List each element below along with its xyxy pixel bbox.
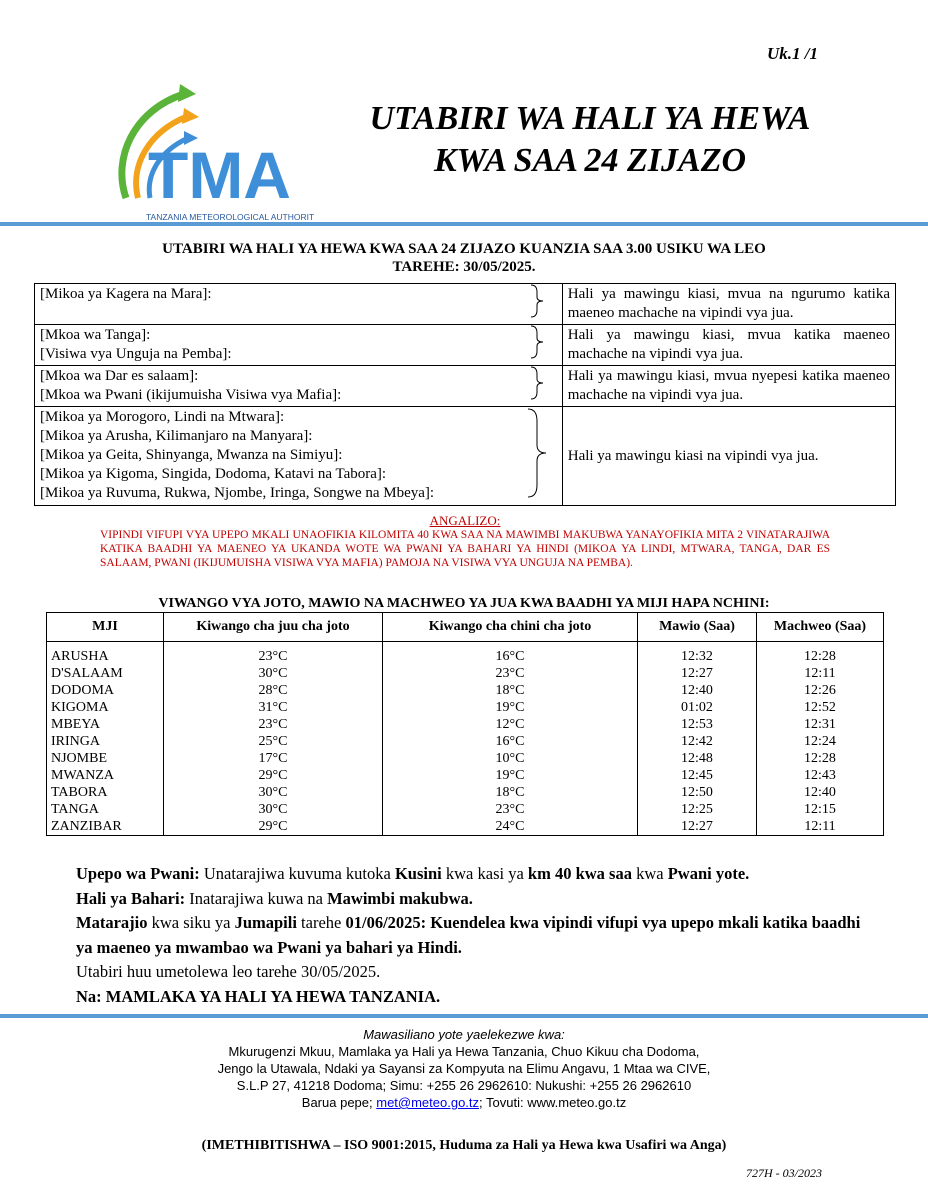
- column-header: Kiwango cha juu cha joto: [164, 613, 383, 642]
- logo-text: TMA: [148, 138, 291, 212]
- table-row: TANGA 30°C 23°C 12:25 12:15: [47, 801, 884, 818]
- region-forecast: Hali ya mawingu kiasi, mvua na ngurumo katika maeneo machache na vipindi vya jua.: [562, 284, 895, 325]
- temperature-table: [46, 612, 884, 836]
- subheading-line2: TAREHE: 30/05/2025.: [392, 259, 536, 275]
- region-forecast: Hali ya mawingu kiasi, mvua katika maeneo machache na vipindi vya jua.: [562, 325, 895, 366]
- warning-title: ANGALIZO:: [429, 513, 501, 528]
- region-row: [35, 284, 896, 325]
- contact-line: Jengo la Utawala, Ndaki ya Sayansi za Kompyuta na Elimu Angavu, 1 Mtaa wa CIVE,: [217, 1061, 711, 1076]
- column-header: Kiwango cha chini cha joto: [383, 613, 638, 642]
- brace-icon: [513, 325, 562, 366]
- sea-state-note: Hali ya Bahari: Inatarajiwa kuwa na Mawimbi makubwa.: [76, 888, 473, 908]
- footer-divider: [0, 1014, 928, 1018]
- region-areas: [Mikoa ya Kagera na Mara]:: [35, 284, 514, 325]
- warning-text: VIPINDI VIFUPI VYA UPEPO MKALI UNAOFIKIA KILOMITA 40 KWA SAA NA MAWIMBI MAKUBWA YANAYOFIKIA MITA 2 VINATARAJIWA KATIKA BAADHI YA MAENEO YA UKANDA WOTE WA PWANI YA BAHARI YA HINDI (MIKOA YA LINDI, MTWARA, TANGA, DAR ES SALAAM, PWANI (IKIJUMUISHA VISIWA VYA MAFIA) PAMOJA NA VISIWA VYA UNGUJA NA PEMBA).: [100, 529, 830, 569]
- table-row: ZANZIBAR 29°C 24°C 12:27 12:11: [47, 818, 884, 836]
- region-forecast: Hali ya mawingu kiasi na vipindi vya jua.: [562, 407, 895, 506]
- contact-line: Barua pepe; met@meteo.go.tz; Tovuti: www.meteo.go.tz: [301, 1095, 627, 1110]
- tma-logo: [104, 80, 314, 230]
- table-row: KIGOMA 31°C 19°C 01:02 12:52: [47, 699, 884, 716]
- column-header: Machweo (Saa): [757, 613, 884, 642]
- region-row: [35, 366, 896, 407]
- coastal-wind-note: Upepo wa Pwani: Unatarajiwa kuvuma kutoka Kusini kwa kasi ya km 40 kwa saa kwa Pwani yote.: [76, 864, 750, 883]
- warning-notice: [100, 514, 830, 570]
- main-title-line2: KWA SAA 24 ZIJAZO: [433, 142, 747, 179]
- header-divider: [0, 222, 928, 226]
- table-row: MBEYA 23°C 12°C 12:53 12:31: [47, 716, 884, 733]
- table-row: IRINGA 25°C 16°C 12:42 12:24: [47, 733, 884, 750]
- signature-note: Na: MAMLAKA YA HALI YA HEWA TANZANIA.: [76, 986, 441, 1006]
- certification-note: (IMETHIBITISHWA – ISO 9001:2015, Huduma za Hali ya Hewa kwa Usafiri wa Anga): [201, 1138, 727, 1153]
- contact-line: S.L.P 27, 41218 Dodoma; Simu: +255 26 2962610: Nukushi: +255 26 2962610: [236, 1078, 692, 1093]
- form-number: 727H - 03/2023: [746, 1166, 822, 1180]
- column-header: Mawio (Saa): [638, 613, 757, 642]
- region-forecast: Hali ya mawingu kiasi, mvua nyepesi katika maeneo machache na vipindi vya jua.: [562, 366, 895, 407]
- forecast-subheading: [0, 240, 928, 276]
- contact-title: Mawasiliano yote yaelekezwe kwa:: [363, 1027, 565, 1042]
- main-title: [330, 98, 850, 182]
- table-row: ARUSHA 23°C 16°C 12:32 12:28: [47, 648, 884, 665]
- brace-icon: [513, 284, 562, 325]
- region-row: [35, 325, 896, 366]
- region-row: [35, 407, 896, 506]
- subheading-line1: UTABIRI WA HALI YA HEWA KWA SAA 24 ZIJAZO KUANZIA SAA 3.00 USIKU WA LEO: [162, 241, 766, 257]
- table-row: DODOMA 28°C 18°C 12:40 12:26: [47, 682, 884, 699]
- email-link[interactable]: met@meteo.go.tz: [376, 1095, 480, 1110]
- main-title-line1: UTABIRI WA HALI YA HEWA: [369, 100, 811, 137]
- table-header-row: [47, 613, 884, 642]
- brace-icon: [513, 366, 562, 407]
- brace-icon: [513, 407, 562, 506]
- contact-line: Mkurugenzi Mkuu, Mamlaka ya Hali ya Hewa Tanzania, Chuo Kikuu cha Dodoma,: [228, 1044, 700, 1059]
- column-header: MJI: [47, 613, 164, 642]
- table-row: NJOMBE 17°C 10°C 12:48 12:28: [47, 750, 884, 767]
- outlook-note: Matarajio kwa siku ya Jumapili tarehe 01/06/2025: Kuendelea kwa vipindi vifupi vya upepo mkali katika baadhi ya maeneo ya mwambao wa Pwani ya bahari ya Hindi.: [76, 913, 861, 957]
- temperature-table-title: VIWANGO VYA JOTO, MAWIO NA MACHWEO YA JUA KWA BAADHI YA MIJI HAPA NCHINI:: [158, 596, 770, 611]
- logo-subtext: TANZANIA METEOROLOGICAL AUTHORITY: [146, 212, 314, 222]
- forecast-notes: [76, 862, 866, 1009]
- region-areas: [Mikoa ya Morogoro, Lindi na Mtwara]: [Mikoa ya Arusha, Kilimanjaro na Manyara]: [Mikoa ya Geita, Shinyanga, Mwanza na Simiyu]: [Mikoa ya Kigoma, Singida, Dodoma, Katavi na Tabora]: [Mikoa ya Ruvuma, Rukwa, Njombe, Iringa, Songwe na Mbeya]:: [35, 407, 514, 506]
- table-row: MWANZA 29°C 19°C 12:45 12:43: [47, 767, 884, 784]
- contact-block: [0, 1026, 928, 1111]
- region-areas: [Mkoa wa Dar es salaam]: [Mkoa wa Pwani (ikijumuisha Visiwa vya Mafia]:: [35, 366, 514, 407]
- regional-forecast-table: [34, 283, 896, 506]
- table-row: D'SALAAM 30°C 23°C 12:27 12:11: [47, 665, 884, 682]
- page-reference: Uk.1 /1: [767, 44, 818, 63]
- table-row: TABORA 30°C 18°C 12:50 12:40: [47, 784, 884, 801]
- issued-date-note: Utabiri huu umetolewa leo tarehe 30/05/2025.: [76, 962, 381, 981]
- region-areas: [Mkoa wa Tanga]: [Visiwa vya Unguja na Pemba]:: [35, 325, 514, 366]
